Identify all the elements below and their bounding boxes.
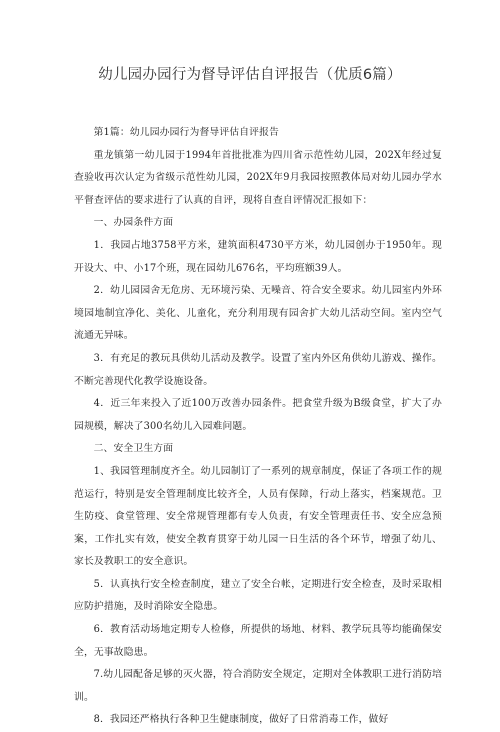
paragraph: 重龙镇第一幼儿园于1994年首批批准为四川省示范性幼儿园，202X年经过复查验收再次认定为省级示范性幼儿园，202X年9月我园按照教体局对幼儿园办学水平督查评估的要求进行了认真的自评，现将自查自评情况汇报如下： [74, 149, 442, 206]
paragraph: 5．认真执行安全检查制度，建立了安全台帐，定期进行安全检查，及时采取相应防护措施，及时消除安全隐患。 [74, 578, 442, 613]
section-heading: 第1篇：幼儿园办园行为督导评估自评报告 [93, 127, 280, 138]
paragraph: 6．教育活动场地定期专人检修，所提供的场地、材料、教学玩具等均能确保安全，无事故隐患。 [74, 624, 442, 658]
section-heading: 一、办园条件方面 [93, 217, 174, 229]
section-heading: 二、安全卫生方面 [93, 443, 174, 455]
paragraph: 4．近三年来投入了近100万改善办园条件。把食堂升级为B级食堂，扩大了办园规模，解决了300名幼儿入园难问题。 [74, 398, 442, 432]
document-title: 幼儿园办园行为督导评估自评报告（优质6篇） [98, 67, 402, 83]
paragraph: 1．我园占地3758平方米，建筑面积4730平方米，幼儿园创办于1950年。现开设大、中、小17个班，现在园幼儿676名，平均班额39人。 [74, 239, 442, 274]
document-body [74, 122, 442, 732]
paragraph: 8．我园还严格执行各种卫生健康制度，做好了日常消毒工作，做好 [93, 714, 389, 726]
paragraph: 1、我园管理制度齐全。幼儿园制订了一系列的规章制度，保证了各项工作的规范运行，特别是安全管理制度比较齐全，人员有保障，行动上落实，档案规范。卫生防疫、食堂管理、安全常规管理都有专人负责，有安全管理责任书、安全应急预案，工作扎实有效，使安全教育贯穿于幼儿园一日生活的各个环节，增强了幼儿、家长及教职工的安全意识。 [74, 465, 442, 568]
paragraph: 2．幼儿园园舍无危房、无环境污染、无噪音、符合安全要求。幼儿园室内外环境园地制宜净化、美化、儿童化，充分利用现有园舍扩大幼儿活动空间。室内空气流通无异味。 [74, 285, 442, 342]
paragraph: 7.幼儿园配备足够的灭火器，符合消防安全规定，定期对全体教职工进行消防培训。 [74, 669, 442, 703]
paragraph: 3．有充足的教玩具供幼儿活动及教学。设置了室内外区角供幼儿游戏、操作。不断完善现代化教学设施设备。 [74, 352, 442, 387]
